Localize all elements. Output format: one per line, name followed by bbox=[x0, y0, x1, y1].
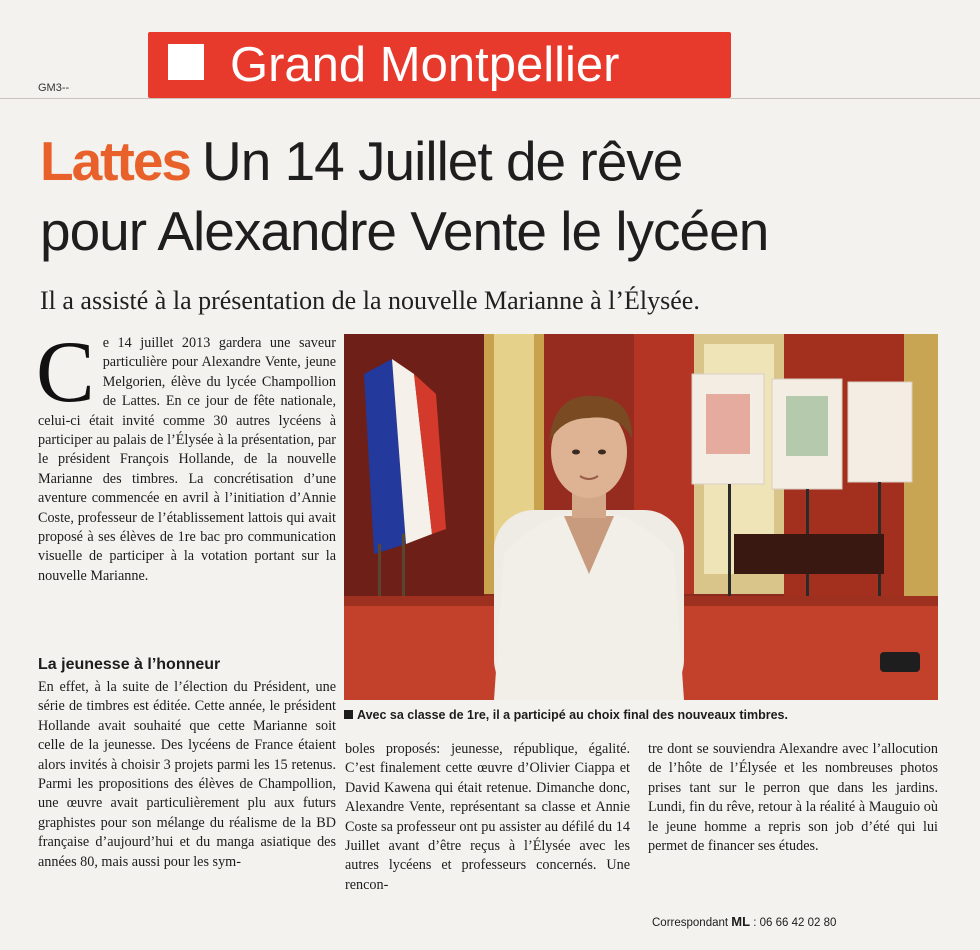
subheadline: Il a assisté à la présentation de la nouvelle Marianne à l’Élysée. bbox=[40, 286, 700, 315]
intro-paragraph: e 14 juillet 2013 gardera une saveur particulière pour Alexandre Vente, jeune Melgorien, élève du lycée Champollion de Lattes. En ce jour de fête nationale, celui-ci était invité comme 30 autres lycéens à participer au palais de l’Élysée à la présentation, par le président François Hollande, de la nouvelle Marianne des timbres. La concrétisation d’une aventure commencée en avril à l’initiation d’Annie Coste, professeur de l’établissement lattois qui avait proposé à ses élèves de 1re bac pro communication visuelle de participer à la votation portant sur la nouvelle Marianne. bbox=[38, 335, 336, 584]
signoff-phone: : 06 66 42 02 80 bbox=[753, 917, 837, 929]
photo-caption bbox=[344, 708, 944, 722]
top-divider bbox=[0, 98, 980, 99]
caption-text: Avec sa classe de 1re, il a participé au choix final des nouveaux timbres. bbox=[357, 708, 788, 722]
section-banner bbox=[148, 32, 731, 98]
headline-kicker: Lattes bbox=[40, 130, 190, 192]
caption-bullet-icon bbox=[344, 710, 353, 719]
article-column-1 bbox=[38, 678, 336, 872]
page-reference: GM3-- bbox=[38, 82, 70, 94]
section-title: Grand Montpellier bbox=[230, 38, 620, 92]
headline-line-2: pour Alexandre Vente le lycéen bbox=[40, 200, 769, 262]
column-2-paragraph: boles proposés: jeunesse, république, égalité. C’est finalement cette œuvre d’Olivier Ciappa et David Kawena qui était retenue. Dimanche donc, Alexandre Vente, représentant sa classe et Annie Coste sa professeur ont pu assister au défilé du 14 Juillet avant d’être reçus à l’Élysée avec les autres lycéens et professeurs concernés. Une rencon- bbox=[345, 741, 630, 893]
article-intro bbox=[36, 324, 336, 586]
banner-square-icon bbox=[168, 44, 204, 80]
column-1-paragraph: En effet, à la suite de l’élection du Président, une série de timbres est éditée. Cette année, le président Hollande avait souhaité que cette Marianne soit celle de la jeunesse. Des lycéens de France étaient alors invités à choisir 3 projets parmi les 15 retenus. Parmi les propositions des élèves de Champollion, une œuvre avait particulièrement plu aux futurs graphistes pour son mélange du réalisme de la BD française d’aujourd’hui et du manga asiatique des années 80, mais aussi pour les sym- bbox=[38, 679, 336, 870]
headline bbox=[40, 126, 960, 266]
drop-cap: C bbox=[36, 324, 95, 421]
signoff-initials: ML bbox=[731, 914, 751, 929]
correspondent-signoff bbox=[652, 914, 836, 929]
signoff-label: Correspondant bbox=[652, 917, 729, 929]
column-3-paragraph: tre dont se souviendra Alexandre avec l’allocution de l’hôte de l’Élysée et les nombreuses photos prises tant sur le perron que dans les jardins. Lundi, fin du rêve, retour à la réalité à Mauguio où le jeune homme a repris son job d’été qui lui permet de financer ses études. bbox=[648, 741, 938, 855]
headline-line-1: Un 14 Juillet de rêve bbox=[202, 130, 683, 192]
article-photo bbox=[344, 334, 938, 700]
article-column-3 bbox=[648, 740, 938, 856]
article-column-2 bbox=[345, 740, 630, 895]
section-heading: La jeunesse à l’honneur bbox=[38, 656, 221, 673]
